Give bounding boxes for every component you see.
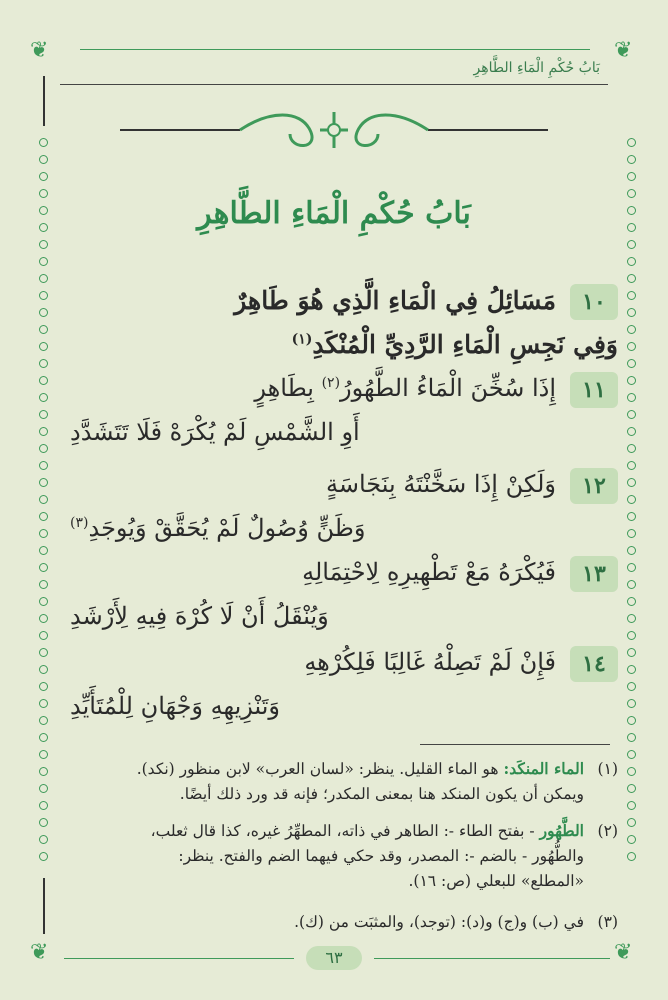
- right-border: [626, 88, 638, 908]
- border-dot-icon: [39, 665, 48, 674]
- border-dot-icon: [39, 138, 48, 147]
- footnote-1: (١)الماء المنكَد: هو الماء القليل. ينظر: «لسان العرب» لابن منظور (نكد). ويمكن أن يكون المنكد هنا بمعنى المكدر؛ فإنه قد ورد ذلك أيضًا.: [136, 759, 618, 803]
- border-dot-icon: [39, 342, 48, 351]
- verse-line-2: وَتَنْزِيهِهِ وَجْهَانِ لِلْمُتَأَيِّدِ: [70, 692, 281, 720]
- border-dot-icon: [39, 767, 48, 776]
- border-dot-icon: [627, 359, 636, 368]
- border-dot-icon: [627, 478, 636, 487]
- border-dot-icon: [39, 155, 48, 164]
- border-dot-icon: [627, 852, 636, 861]
- border-dot-icon: [627, 733, 636, 742]
- border-dot-icon: [627, 631, 636, 640]
- border-dot-icon: [39, 308, 48, 317]
- border-dot-icon: [627, 393, 636, 402]
- running-header: بَابُ حُكْمِ الْمَاءِ الطَّاهِرِ: [473, 60, 600, 76]
- left-border: [38, 88, 50, 908]
- border-dot-icon: [39, 206, 48, 215]
- border-dot-icon: [39, 410, 48, 419]
- border-dot-icon: [627, 818, 636, 827]
- border-dot-icon: [627, 614, 636, 623]
- verse-number: ١١: [570, 372, 618, 408]
- verse-line-2: وَفِي نَجِسِ الْمَاءِ الرَّدِيِّ الْمُنْكَدِ$^{(١)}$: [291, 330, 618, 359]
- verse-13: [70, 556, 618, 640]
- border-dot-icon: [39, 512, 48, 521]
- border-dot-icon: [627, 784, 636, 793]
- border-dot-icon: [39, 733, 48, 742]
- footnote-2: (٢)الطَّهُور - بفتح الطاء -: الطاهر في ذاته، المطهِّرُ غيره، كذا قال ثعلب، والطُّهُور - بالضم -: المصدر، وقد حكي فيهما الضم والفتح. ينظر: «المطلع» للبعلي (ص: ١٦).: [150, 821, 618, 890]
- border-dot-icon: [39, 240, 48, 249]
- border-dot-icon: [39, 580, 48, 589]
- border-dot-icon: [39, 478, 48, 487]
- footnote-3: (٣)في (ب) و(ج) و(د): (توجد)، والمثبَت من (ك).: [294, 913, 618, 931]
- border-dot-icon: [627, 512, 636, 521]
- border-dot-icon: [627, 750, 636, 759]
- border-dot-icon: [39, 648, 48, 657]
- border-dot-icon: [39, 801, 48, 810]
- header-rule: [60, 84, 608, 85]
- bottom-rule-right: [374, 958, 610, 959]
- top-left-ornament-icon: ❦: [30, 38, 49, 63]
- border-dot-icon: [39, 325, 48, 334]
- border-dot-icon: [627, 801, 636, 810]
- verse-line-1: فَإِنْ لَمْ تَصِلْهُ غَالِبًا فَلِكُرْهِهِ: [304, 648, 556, 676]
- verse-line-2: أَوِ الشَّمْسِ لَمْ يُكْرَهْ فَلَا تَتَشَدَّدِ: [70, 418, 360, 446]
- border-dot-icon: [627, 665, 636, 674]
- border-dot-icon: [627, 257, 636, 266]
- border-dot-icon: [39, 818, 48, 827]
- page-number: ٦٣: [306, 946, 362, 970]
- border-dot-icon: [39, 427, 48, 436]
- border-dot-icon: [627, 274, 636, 283]
- ornament-divider-icon: [120, 104, 548, 160]
- border-dot-icon: [39, 852, 48, 861]
- border-dot-icon: [39, 291, 48, 300]
- border-dot-icon: [627, 580, 636, 589]
- top-right-ornament-icon: ❦: [614, 38, 633, 63]
- border-dot-icon: [627, 325, 636, 334]
- border-dot-icon: [627, 546, 636, 555]
- border-dot-icon: [39, 750, 48, 759]
- verse-line-2: وَظَنٍّ وُصُولٌ لَمْ يُحَقَّقْ وَيُوجَدِ$^{(٣)}$: [70, 514, 366, 542]
- border-dot-icon: [39, 784, 48, 793]
- border-dot-icon: [627, 206, 636, 215]
- verse-10: [70, 284, 618, 364]
- border-dot-icon: [39, 376, 48, 385]
- border-dot-icon: [39, 699, 48, 708]
- border-dot-icon: [627, 138, 636, 147]
- border-dot-icon: [627, 716, 636, 725]
- border-dot-icon: [627, 699, 636, 708]
- border-dot-icon: [627, 444, 636, 453]
- border-dot-icon: [627, 223, 636, 232]
- verse-14: [70, 646, 618, 730]
- border-dot-icon: [627, 308, 636, 317]
- border-dot-icon: [39, 172, 48, 181]
- border-dot-icon: [39, 563, 48, 572]
- border-dot-icon: [627, 342, 636, 351]
- border-dot-icon: [627, 172, 636, 181]
- border-dot-icon: [627, 410, 636, 419]
- border-dot-icon: [627, 767, 636, 776]
- bottom-rule-left: [64, 958, 294, 959]
- border-dot-icon: [39, 495, 48, 504]
- verse-line-1: فَيُكْرَهُ مَعْ تَطْهِيرِهِ لِاحْتِمَالِهِ: [302, 558, 556, 586]
- left-bottom-arrow-icon: [43, 878, 45, 934]
- border-dot-icon: [627, 835, 636, 844]
- border-dot-icon: [39, 631, 48, 640]
- border-dot-icon: [627, 461, 636, 470]
- top-border-rule: [80, 49, 590, 50]
- border-dot-icon: [627, 597, 636, 606]
- footnote-rule: [420, 744, 610, 745]
- border-dot-icon: [627, 563, 636, 572]
- chapter-title: بَابُ حُكْمِ الْمَاءِ الطَّاهِرِ: [197, 196, 471, 231]
- verse-12: [70, 468, 618, 552]
- border-dot-icon: [627, 529, 636, 538]
- left-top-arrow-icon: [43, 76, 45, 126]
- border-dot-icon: [39, 257, 48, 266]
- bottom-right-ornament-icon: ❦: [614, 940, 633, 965]
- border-dot-icon: [39, 835, 48, 844]
- border-dot-icon: [39, 359, 48, 368]
- border-dot-icon: [39, 529, 48, 538]
- border-dot-icon: [39, 189, 48, 198]
- border-dot-icon: [39, 444, 48, 453]
- border-dot-icon: [627, 495, 636, 504]
- verse-line-1: إِذَا سُخِّنَ الْمَاءُ الطَّهُورُ$^{(٢)}$ بِطَاهِرٍ: [254, 374, 556, 402]
- border-dot-icon: [39, 682, 48, 691]
- border-dot-icon: [39, 597, 48, 606]
- verse-number: ١٤: [570, 646, 618, 682]
- verse-11: [70, 372, 618, 456]
- verse-line-2: وَيُنْقَلُ أَنْ لَا كُرْهَ فِيهِ لِأَرْشَدِ: [70, 602, 329, 630]
- border-dot-icon: [627, 155, 636, 164]
- border-dot-icon: [627, 240, 636, 249]
- border-dot-icon: [627, 427, 636, 436]
- border-dot-icon: [627, 648, 636, 657]
- border-dot-icon: [39, 461, 48, 470]
- border-dot-icon: [627, 682, 636, 691]
- border-dot-icon: [39, 223, 48, 232]
- border-dot-icon: [39, 614, 48, 623]
- border-dot-icon: [39, 546, 48, 555]
- verse-number: ١٠: [570, 284, 618, 320]
- border-dot-icon: [39, 716, 48, 725]
- border-dot-icon: [39, 274, 48, 283]
- border-dot-icon: [627, 291, 636, 300]
- border-dot-icon: [627, 376, 636, 385]
- verse-line-1: وَلَكِنْ إِذَا سَخَّنْتَهُ بِنَجَاسَةٍ: [326, 470, 556, 498]
- verse-line-1: مَسَائِلُ فِي الْمَاءِ الَّذِي هُوَ طَاهِرٌ: [234, 286, 556, 315]
- verse-number: ١٢: [570, 468, 618, 504]
- border-dot-icon: [39, 393, 48, 402]
- bottom-left-ornament-icon: ❦: [30, 940, 49, 965]
- verse-number: ١٣: [570, 556, 618, 592]
- border-dot-icon: [627, 189, 636, 198]
